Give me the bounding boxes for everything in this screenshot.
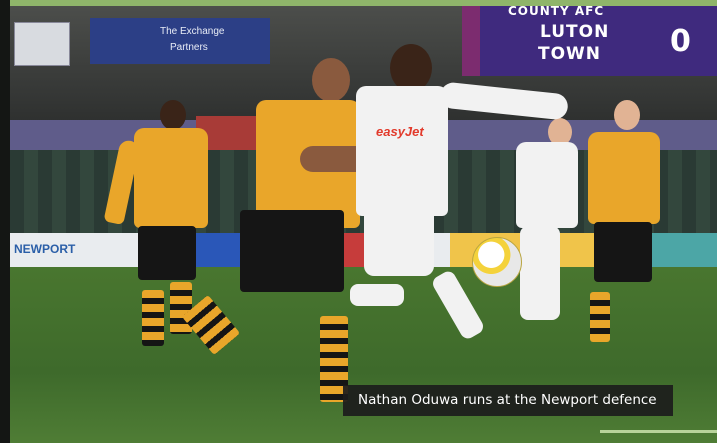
page-left-border: [0, 0, 10, 443]
player-shorts: [594, 222, 652, 282]
player-sock: [350, 284, 404, 306]
hoarding-text: NEWPORT: [14, 242, 76, 256]
player-shorts: [364, 206, 434, 276]
photo-caption: Nathan Oduwa runs at the Newport defence: [343, 385, 673, 416]
player-shorts: [138, 226, 196, 280]
player-sock: [590, 292, 610, 342]
stand-ad-line1: The Exchange: [160, 26, 225, 37]
player-shirt: [588, 132, 660, 224]
player-head: [614, 100, 640, 130]
pitch-marking: [600, 430, 717, 433]
stand-ad-line2: Partners: [170, 42, 208, 53]
stand-ad-board-small: [14, 22, 70, 66]
scoreboard-line3: TOWN: [538, 44, 602, 64]
player-shirt: [516, 142, 578, 228]
player-head: [312, 58, 350, 102]
stand-ad-board: [90, 18, 270, 64]
player-shirt: [134, 128, 208, 228]
scoreboard-line1: COUNTY AFC: [508, 4, 605, 18]
player-shirt: [356, 86, 448, 216]
shirt-sponsor: easyJet: [376, 124, 424, 139]
player-sock: [170, 282, 192, 334]
scoreboard: [462, 6, 717, 76]
player-head: [160, 100, 186, 130]
player-legs: [520, 226, 560, 320]
football: [472, 237, 522, 287]
player-sock: [142, 290, 164, 346]
player-head: [390, 44, 432, 92]
scoreboard-score: 0: [670, 24, 692, 59]
player-shorts: [240, 210, 344, 292]
scoreboard-line2: LUTON: [540, 22, 610, 42]
